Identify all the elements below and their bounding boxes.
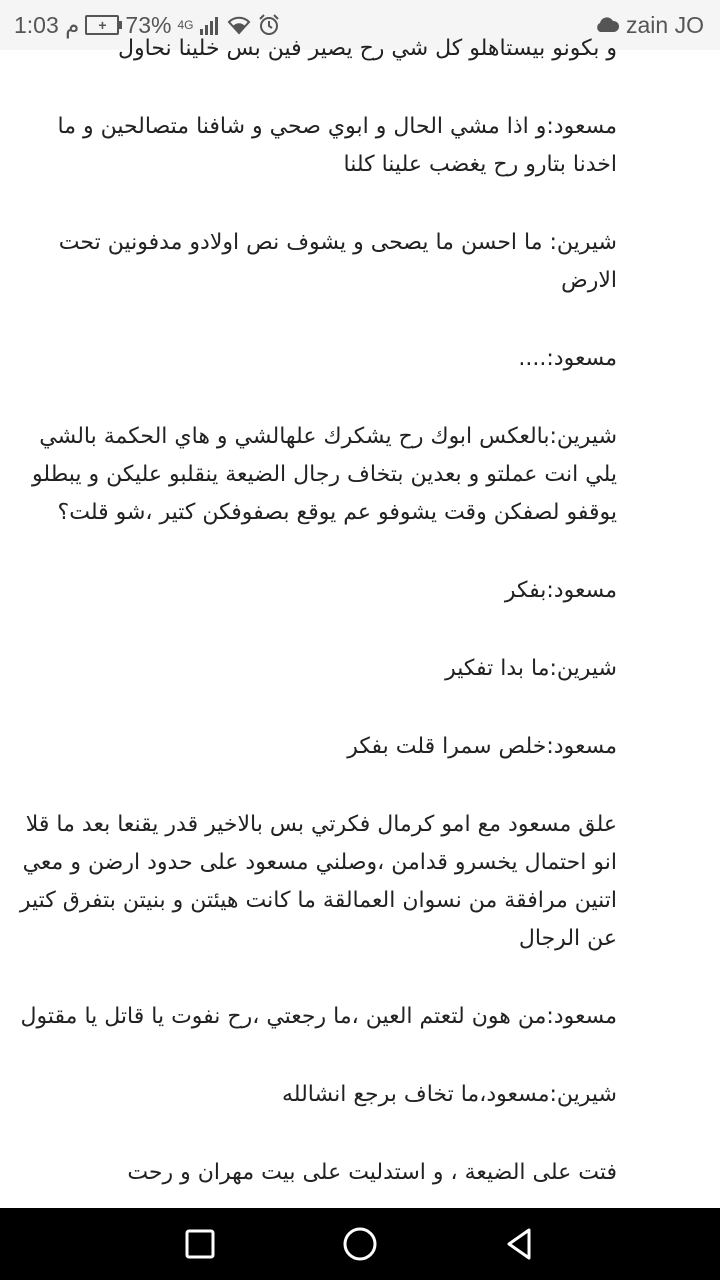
story-paragraph: مسعود:بفكر [504,578,617,603]
battery-icon: + [85,15,119,35]
story-paragraph: شيرين: ما احسن ما يصحى و يشوف نص اولادو مدفونين تحت الارض [58,230,617,293]
back-button[interactable] [501,1225,539,1263]
story-paragraph: مسعود:خلص سمرا قلت بفكر [347,734,617,759]
story-paragraph: فتت على الضيعة ، و استدليت على بيت مهران و رحت [127,1160,617,1185]
story-paragraph: شيرين:ما بدا تفكير [445,656,617,681]
reading-content[interactable] [0,30,720,1208]
network-type: 4G [177,18,194,32]
story-paragraph: شيرين:بالعكس ابوك رح يشكرك علهالشي و هاي الحكمة بالشي يلي انت عملتو و بعدين بتخاف رجال الضيعة ينقلبو عليكن و يبطلو يوقفو لصفكن وقت يشوفو عم يوقع بصفوفكن كتير ،شو قلت؟ [32,424,617,525]
story-paragraph: شيرين:مسعود،ما تخاف برجع انشالله [282,1082,617,1107]
story-paragraph: مسعود:و اذا مشي الحال و ابوي صحي و شافنا متصالحين و ما اخدنا بتارو رح يغضب علينا كلنا [57,114,617,177]
story-paragraph: و بكونو بيستاهلو كل شي رح يصير فين بس خلينا نحاول [118,36,617,61]
story-paragraph: علق مسعود مع امو كرمال فكرتي بس بالاخير قدر يقنعا بعد ما قلا انو احتمال يخسرو قدامن ،وصلني مسعود على حدود ارضن و معي اتنين مرافقة من نسوان العمالقة ما كانت هيئتن و بنيتن بتفرق كتير عن الرجال [19,812,617,951]
battery-percent: 73% [125,11,172,38]
carrier-name: zain JO [626,11,704,38]
home-button[interactable] [341,1225,379,1263]
story-paragraph: مسعود:.... [518,346,617,371]
recents-button[interactable] [181,1225,219,1263]
navigation-bar [0,1208,720,1280]
story-paragraph: مسعود:من هون لتعتم العين ،ما رجعتي ،رح نفوت يا قاتل يا مقتول [20,1004,617,1029]
clock-time: 1:03 م [14,11,80,38]
